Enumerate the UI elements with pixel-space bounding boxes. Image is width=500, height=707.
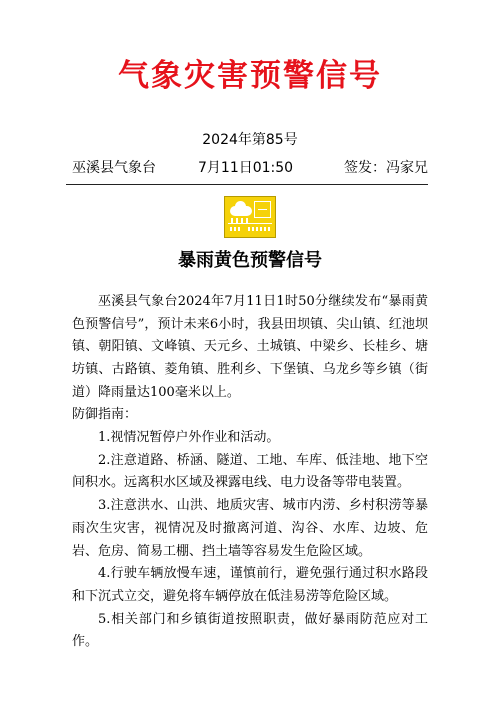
issuer-name: 巫溪县气象台 [72, 160, 156, 176]
list-item: 1.视情况暂停户外作业和活动。 [98, 430, 280, 445]
issue-meta-row [72, 159, 428, 179]
issue-number: 2024年第85号 [202, 132, 298, 148]
header-divider [66, 184, 428, 185]
signer: 签发：冯家兄 [344, 160, 428, 176]
list-item: 4.行驶车辆放慢车速，谨慎前行，避免强行通过积水路段和下沉式立交，避免将车辆停放在低洼易涝等危险区域。 [72, 566, 428, 604]
warning-body: 巫溪县气象台2024年7月11日1时50分继续发布“暴雨黄色预警信号”，预计未来6小时，我县田坝镇、尖山镇、红池坝镇、朝阳镇、文峰镇、天元乡、土城镇、中梁乡、长桂乡、塘坊镇、古路镇、菱角镇、胜利乡、下堡镇、乌龙乡等乡镇（街道）降雨量达100毫米以上。 [72, 294, 428, 400]
list-item: 5.相关部门和乡镇街道按照职责，做好暴雨防范应对工作。 [72, 611, 428, 650]
issue-time: 7月11日01:50 [198, 160, 294, 176]
guide-heading: 防御指南： [72, 407, 138, 422]
signal-title: 暴雨黄色预警信号 [178, 250, 322, 271]
rainstorm-yellow-warning-icon [224, 196, 276, 238]
list-item: 2.注意道路、桥涵、隧道、工地、车库、低洼地、地下空间积水。远离积水区域及裸露电线、电力设备等带电装置。 [72, 452, 428, 491]
guide-list [72, 427, 428, 654]
list-item: 3.注意洪水、山洪、地质灾害、城市内涝、乡村积涝等暴雨次生灾害，视情况及时撤离河道、沟谷、水库、边坡、危岩、危房、简易工棚、挡土墙等容易发生危险区域。 [72, 498, 428, 559]
document-title: 气象灾害预警信号 [118, 58, 382, 94]
